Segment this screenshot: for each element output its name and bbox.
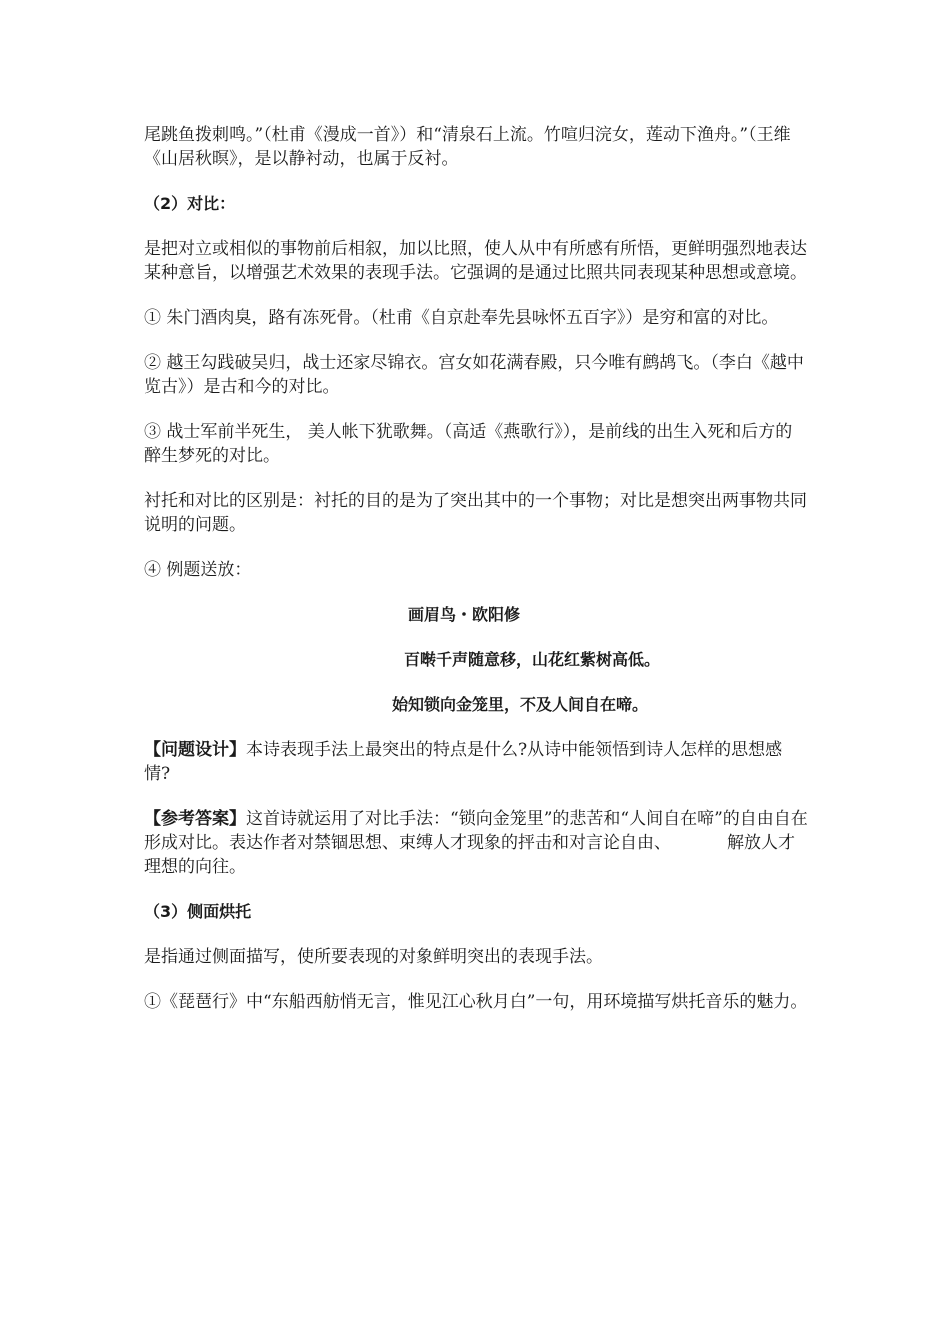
document-page bbox=[144, 123, 808, 1014]
section-heading-side-contrast: （3）侧面烘托 bbox=[144, 902, 252, 921]
example-3: ③ 战士军前半死生， 美人帐下犹歌舞。（高适《燕歌行》），是前线的出生入死和后方的醉生梦死的对比。 bbox=[144, 422, 793, 466]
paragraph-side-definition: 是指通过侧面描写，使所要表现的对象鲜明突出的表现手法。 bbox=[144, 947, 603, 967]
example-4: ④ 例题送放： bbox=[144, 560, 252, 580]
answer-label: 【参考答案】 bbox=[144, 809, 246, 829]
answer-text-continued: 解放人才理想的向往。 bbox=[144, 833, 795, 877]
question-text: 本诗表现手法上最突出的特点是什么?从诗中能领悟到诗人怎样的思想感情? bbox=[144, 740, 783, 784]
poem-line-2: 始知锁向金笼里，不及人间自在啼。 bbox=[392, 695, 649, 714]
answer-paragraph bbox=[144, 807, 808, 879]
example-5: ①《琵琶行》中“东船西舫悄无言，惟见江心秋月白”一句，用环境描写烘托音乐的魅力。 bbox=[144, 992, 808, 1012]
paragraph-contrast-definition: 是把对立或相似的事物前后相叙，加以比照，使人从中有所感有所悟，更鲜明强烈地表达某种意旨，以增强艺术效果的表现手法。它强调的是通过比照共同表现某种思想或意境。 bbox=[144, 239, 807, 283]
answer-text: 这首诗就运用了对比手法：“锁向金笼里”的悲苦和“人间自在啼”的自由自在形成对比。表达作者对禁锢思想、束缚人才现象的抨击和对言论自由、 bbox=[144, 809, 808, 853]
section-heading-contrast: （2）对比： bbox=[144, 194, 236, 213]
question-label: 【问题设计】 bbox=[144, 740, 246, 760]
paragraph-difference: 衬托和对比的区别是：衬托的目的是为了突出其中的一个事物；对比是想突出两事物共同说明的问题。 bbox=[144, 491, 807, 535]
question-paragraph bbox=[144, 738, 808, 786]
poem-line-1: 百啭千声随意移，山花红紫树高低。 bbox=[404, 650, 661, 669]
example-1: ① 朱门酒肉臭，路有冻死骨。（杜甫《自京赴奉先县咏怀五百字》）是穷和富的对比。 bbox=[144, 308, 779, 328]
poem-title: 画眉鸟・欧阳修 bbox=[408, 605, 521, 624]
paragraph-contrast-examples: 尾跳鱼拨刺鸣。”（杜甫《漫成一首》）和“清泉石上流。竹喧归浣女，莲动下渔舟。”（王维《山居秋暝》，是以静衬动，也属于反衬。 bbox=[144, 125, 791, 169]
example-2: ② 越王勾践破吴归，战士还家尽锦衣。宫女如花满春殿，只今唯有鹧鸪飞。（李白《越中览古》）是古和今的对比。 bbox=[144, 353, 804, 397]
